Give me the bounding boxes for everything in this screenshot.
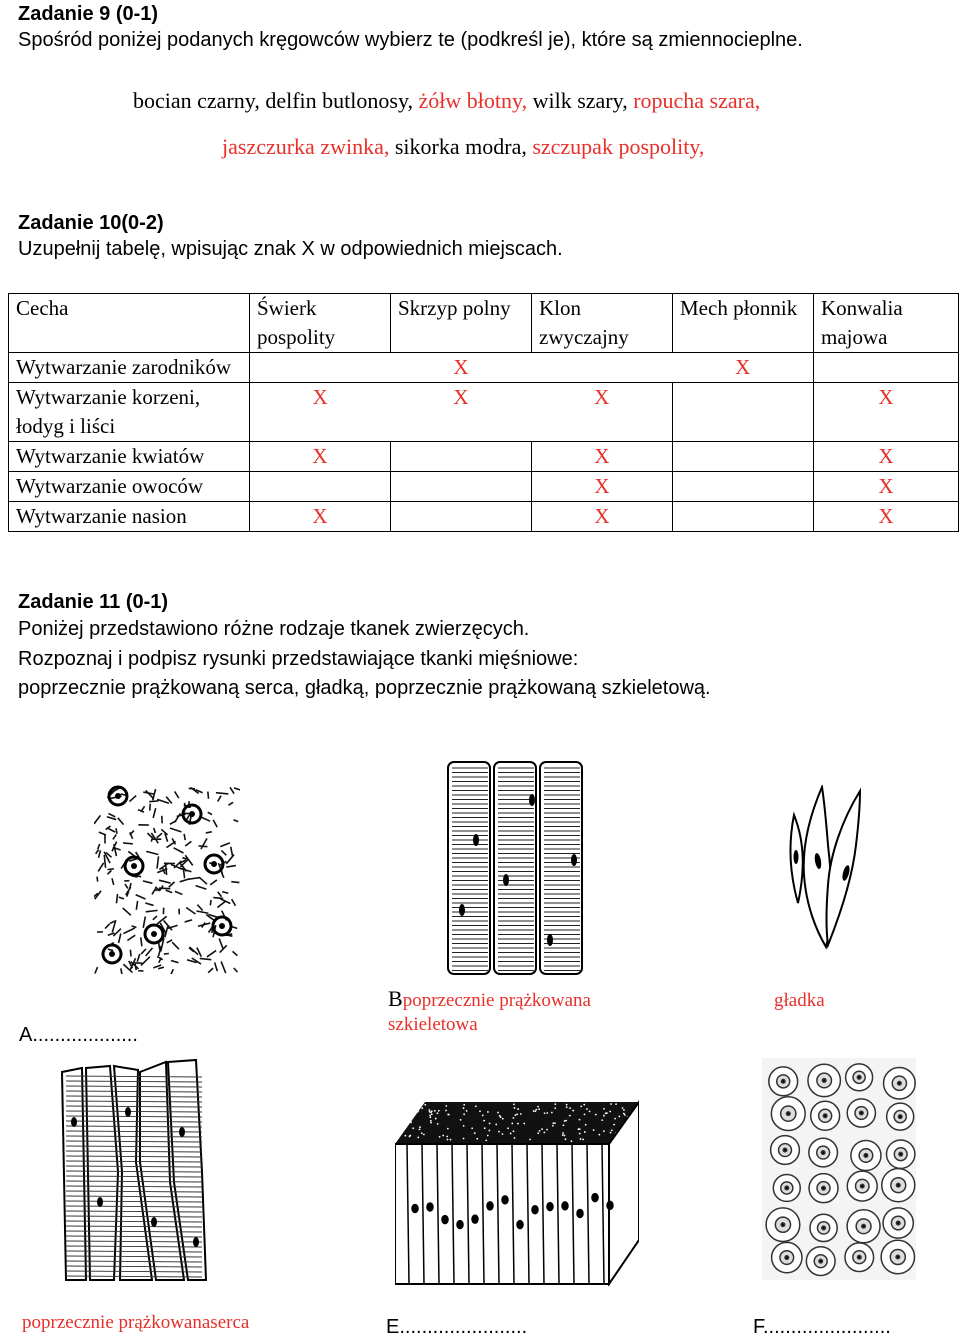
plant-traits-table — [8, 293, 959, 532]
column-header: Klon zwyczajny — [532, 294, 673, 353]
answer-cell[interactable]: X — [250, 383, 391, 442]
answer-cell[interactable]: X — [532, 472, 673, 502]
table-row — [9, 383, 959, 442]
row-label: Wytwarzanie korzeni, łodyg i liści — [9, 383, 250, 442]
task9-species-line-1 — [133, 88, 760, 114]
answer-cell[interactable] — [250, 353, 391, 383]
answer-cell[interactable]: X — [673, 353, 814, 383]
row-label: Wytwarzanie kwiatów — [9, 442, 250, 472]
label-d-answer: poprzecznie prążkowanaserca — [22, 1312, 250, 1333]
table-row — [9, 353, 959, 383]
tissue-image-c — [782, 785, 866, 950]
answer-cell[interactable] — [391, 442, 532, 472]
species-item[interactable]: bocian czarny, — [133, 88, 260, 113]
answer-cell[interactable]: X — [814, 472, 959, 502]
label-f: F....................... — [753, 1316, 891, 1338]
species-item[interactable]: żółw błotny, — [418, 88, 528, 113]
label-b-answer: poprzecznie prążkowana — [402, 990, 591, 1011]
task9-species-line-2 — [222, 134, 704, 160]
task9-heading: Zadanie 9 (0-1) — [18, 3, 159, 25]
column-header: Skrzyp polny — [391, 294, 532, 353]
tissue-image-e — [395, 1100, 639, 1286]
column-header: Konwalia majowa — [814, 294, 959, 353]
row-label: Wytwarzanie nasion — [9, 502, 250, 532]
task10-instruction: Uzupełnij tabelę, wpisując znak X w odpowiednich miejscach. — [18, 238, 563, 260]
answer-cell[interactable] — [391, 472, 532, 502]
row-label: Wytwarzanie owoców — [9, 472, 250, 502]
answer-cell[interactable]: X — [814, 502, 959, 532]
task11-tissue-list: poprzecznie prążkowaną serca, gładką, poprzecznie prążkowaną szkieletową. — [18, 677, 711, 699]
tissue-image-f — [762, 1058, 916, 1280]
answer-cell[interactable]: X — [391, 383, 532, 442]
label-b-letter: B — [388, 986, 403, 1011]
answer-cell[interactable] — [673, 502, 814, 532]
answer-cell[interactable]: X — [814, 383, 959, 442]
species-item[interactable]: szczupak pospolity, — [532, 134, 705, 159]
label-e: E....................... — [386, 1316, 528, 1338]
table-row — [9, 502, 959, 532]
task11-intro: Poniżej przedstawiono różne rodzaje tkanek zwierzęcych. — [18, 618, 530, 640]
answer-cell[interactable]: X — [391, 353, 532, 383]
table-row — [9, 472, 959, 502]
tissue-image-d — [56, 1052, 208, 1282]
task9-instruction: Spośród poniżej podanych kręgowców wybierz te (podkreśl je), które są zmiennocieplne. — [18, 29, 803, 51]
table-header-row — [9, 294, 959, 353]
answer-cell[interactable] — [673, 383, 814, 442]
answer-cell[interactable] — [391, 502, 532, 532]
answer-cell[interactable] — [673, 442, 814, 472]
answer-cell[interactable]: X — [814, 442, 959, 472]
species-item[interactable]: wilk szary, — [532, 88, 628, 113]
column-header: Mech płonnik — [673, 294, 814, 353]
task11-instruction: Rozpoznaj i podpisz rysunki przedstawiające tkanki mięśniowe: — [18, 648, 579, 670]
column-header: Świerk pospolity — [250, 294, 391, 353]
task10-heading: Zadanie 10(0-2) — [18, 212, 164, 234]
label-b-answer-line2: szkieletowa — [388, 1014, 478, 1035]
answer-cell[interactable]: X — [250, 502, 391, 532]
answer-cell[interactable]: X — [532, 502, 673, 532]
answer-cell[interactable] — [814, 353, 959, 383]
label-a: A................... — [19, 1024, 138, 1046]
species-item[interactable]: ropucha szara, — [633, 88, 761, 113]
tissue-image-a — [94, 784, 240, 974]
task11-heading: Zadanie 11 (0-1) — [18, 591, 169, 613]
tissue-image-b — [446, 760, 586, 976]
label-c-answer: gładka — [774, 990, 825, 1011]
species-item[interactable]: jaszczurka zwinka, — [222, 134, 390, 159]
row-label: Wytwarzanie zarodników — [9, 353, 250, 383]
answer-cell[interactable]: X — [250, 442, 391, 472]
answer-cell[interactable] — [673, 472, 814, 502]
answer-cell[interactable]: X — [532, 383, 673, 442]
species-item[interactable]: delfin butlonosy, — [265, 88, 414, 113]
species-item[interactable]: sikorka modra, — [394, 134, 527, 159]
answer-cell[interactable] — [532, 353, 673, 383]
answer-cell[interactable]: X — [532, 442, 673, 472]
column-header: Cecha — [9, 294, 250, 353]
table-row — [9, 442, 959, 472]
answer-cell[interactable] — [250, 472, 391, 502]
label-b — [388, 986, 591, 1012]
